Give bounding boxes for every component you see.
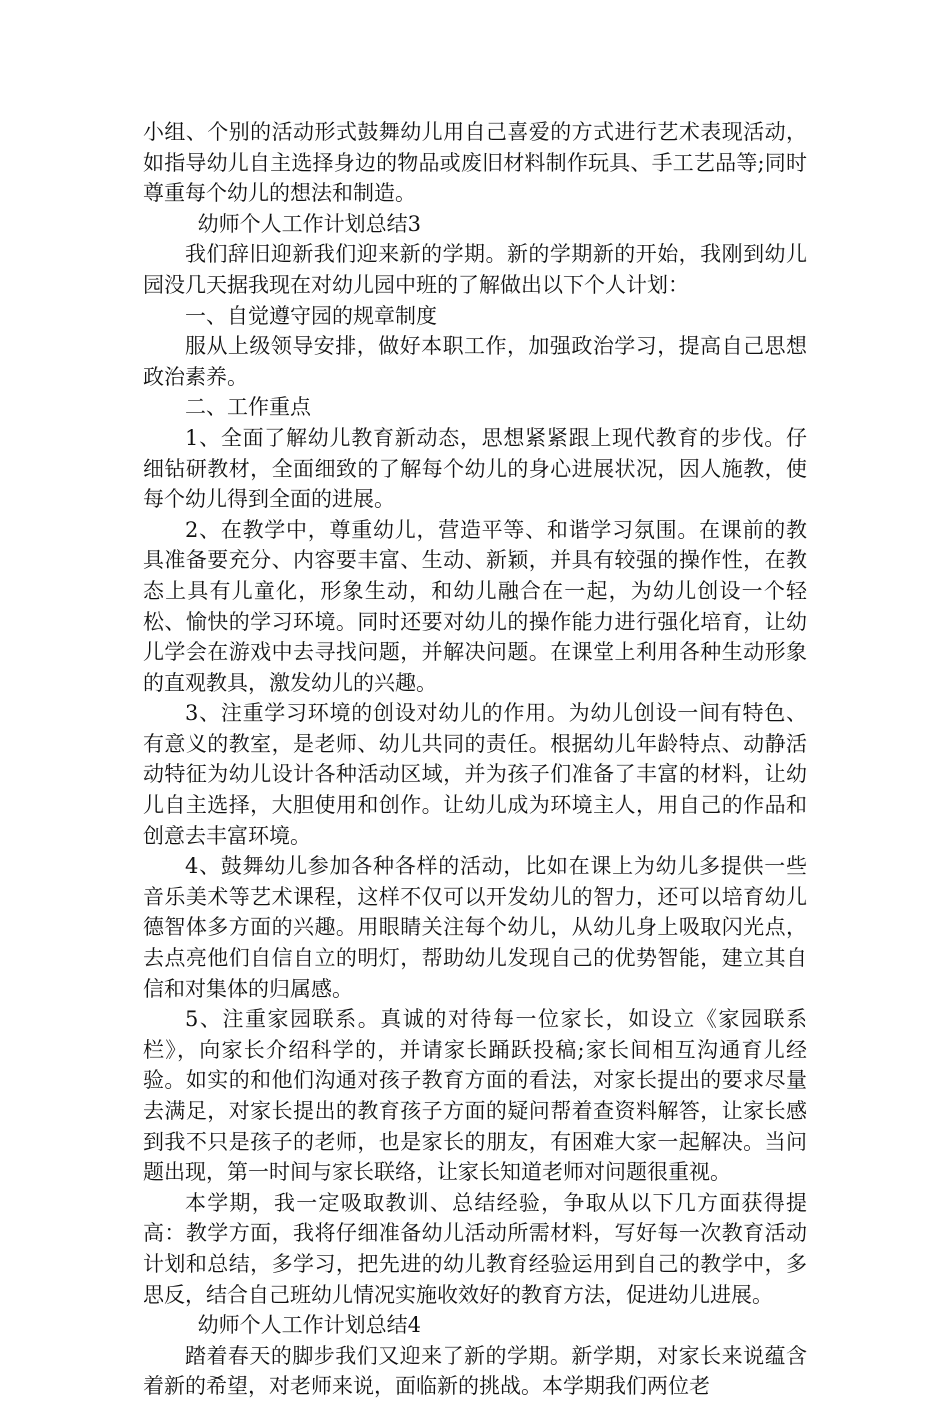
subheading-key-work: 二、工作重点 (185, 395, 311, 420)
paragraph-continuation: 小组、个别的活动形式鼓舞幼儿用自己喜爱的方式进行艺术表现活动，如指导幼儿自主选择身边的物品或废旧材料制作玩具、手工艺品等;同时尊重每个幼儿的想法和制造。 (143, 120, 807, 206)
paragraph-intro-3: 我们辞旧迎新我们迎来新的学期。新的学期新的开始，我刚到幼儿园没几天据我现在对幼儿园中班的了解做出以下个人计划： (143, 242, 807, 297)
paragraph-rules: 服从上级领导安排，做好本职工作，加强政治学习，提高自己思想政治素养。 (143, 334, 807, 389)
paragraph-item-3: 3、注重学习环境的创设对幼儿的作用。为幼儿创设一间有特色、有意义的教室，是老师、幼儿共同的责任。根据幼儿年龄特点、动静活动特征为幼儿设计各种活动区域，并为孩子们准备了丰富的材料，让幼儿自主选择，大胆使用和创作。让幼儿成为环境主人，用自己的作品和创意去丰富环境。 (143, 701, 807, 848)
paragraph-item-4: 4、鼓舞幼儿参加各种各样的活动，比如在课上为幼儿多提供一些音乐美术等艺术课程，这样不仅可以开发幼儿的智力，还可以培育幼儿德智体多方面的兴趣。用眼睛关注每个幼儿，从幼儿身上吸取闪光点，去点亮他们自信自立的明灯，帮助幼儿发现自己的优势智能，建立其自信和对集体的归属感。 (143, 854, 807, 1001)
paragraph-semester-summary: 本学期，我一定吸取教训、总结经验，争取从以下几方面获得提高：教学方面，我将仔细准备幼儿活动所需材料，写好每一次教育活动计划和总结，多学习，把先进的幼儿教育经验运用到自己的教学中，多思反，结合自己班幼儿情况实施收效好的教育方法，促进幼儿进展。 (143, 1190, 807, 1307)
subheading-rules: 一、自觉遵守园的规章制度 (185, 303, 437, 328)
paragraph-item-5: 5、注重家园联系。真诚的对待每一位家长，如设立《家园联系栏》，向家长介绍科学的，并请家长踊跃投稿;家长间相互沟通育儿经验。如实的和他们沟通对孩子教育方面的看法，对家长提出的要求尽量去满足，对家长提出的教育孩子方面的疑问帮着查资料解答，让家长感到我不只是孩子的老师，也是家长的朋友，有困难大家一起解决。当问题出现，第一时间与家长联络，让家长知道老师对问题很重视。 (143, 1007, 807, 1185)
section-title-4: 幼师个人工作计划总结4 (197, 1313, 421, 1338)
paragraph-intro-4: 踏着春天的脚步我们又迎来了新的学期。新学期，对家长来说蕴含着新的希望，对老师来说，面临新的挑战。本学期我们两位老 (143, 1343, 807, 1399)
paragraph-item-1: 1、全面了解幼儿教育新动态，思想紧紧跟上现代教育的步伐。仔细钻研教材，全面细致的了解每个幼儿的身心进展状况，因人施教，使每个幼儿得到全面的进展。 (143, 425, 807, 512)
paragraph-item-2: 2、在教学中，尊重幼儿，营造平等、和谐学习氛围。在课前的教具准备要充分、内容要丰富、生动、新颖，并具有较强的操作性，在教态上具有儿童化，形象生动，和幼儿融合在一起，为幼儿创设一个轻松、愉快的学习环境。同时还要对幼儿的操作能力进行强化培育，让幼儿学会在游戏中去寻找问题，并解决问题。在课堂上利用各种生动形象的直观教具，激发幼儿的兴趣。 (143, 517, 807, 695)
section-title-3: 幼师个人工作计划总结3 (197, 211, 421, 236)
document-body (143, 117, 807, 1402)
